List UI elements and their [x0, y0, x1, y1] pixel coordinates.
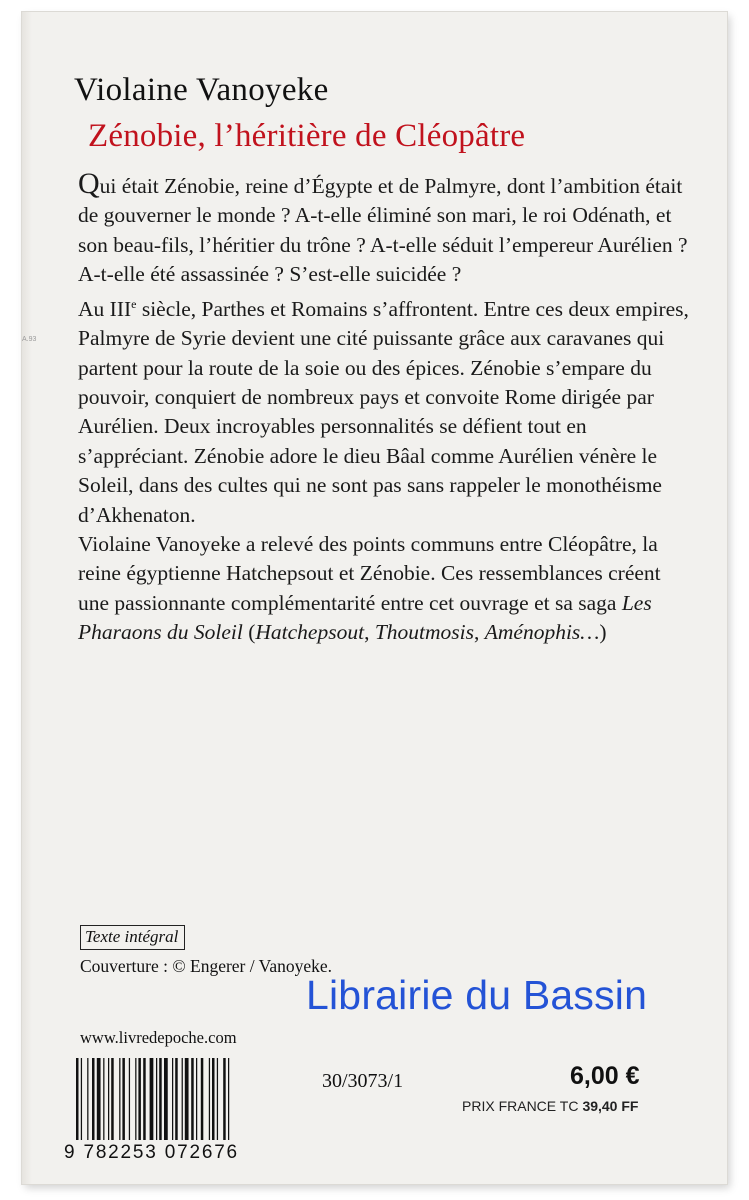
blurb	[78, 167, 693, 648]
blurb-paragraph-3	[78, 530, 693, 648]
punctuation: ,	[474, 620, 485, 645]
price-ff-value: 39,40 FF	[582, 1098, 639, 1114]
barcode-bar	[122, 1058, 125, 1140]
barcode-bar	[191, 1058, 194, 1140]
barcode-bar	[159, 1058, 162, 1140]
barcode	[64, 1058, 274, 1168]
barcode-bar	[156, 1058, 157, 1140]
barcode-bar	[182, 1058, 183, 1140]
barcode-bar	[135, 1058, 136, 1140]
saga-book: Aménophis…	[484, 620, 600, 645]
cover-credit: Couverture : © Engerer / Vanoyeke.	[80, 956, 333, 976]
barcode-bar	[223, 1058, 226, 1140]
publisher-website: www.livredepoche.com	[80, 1028, 237, 1047]
barcode-bar	[92, 1058, 95, 1140]
punctuation: ,	[364, 620, 375, 645]
bookseller-watermark: Librairie du Bassin	[306, 972, 648, 1018]
barcode-bar	[111, 1058, 114, 1140]
blurb-text: Violaine Vanoyeke a relevé des points communs entre Cléopâtre, la reine égyptienne Hatchepsout et Zénobie. Ces ressemblances créent une passionnante complémentarité entre cet ouvrage et sa saga	[78, 532, 661, 615]
barcode-bar	[172, 1058, 173, 1140]
blurb-text: siècle, Parthes et Romains s’affrontent. Entre ces deux empires, Palmyre de Syrie devient une cité puissante grâce aux caravanes qui partent pour la route de la soie ou des épices. Zénobie s’empare du pouvoir, conquiert de nombreux pays et convoite Rome dirigée par Aurélien. Deux incroyables personnalités se défient tout en s’appréciant. Zénobie adore le dieu Bâal comme Aurélien vénère le Soleil, dans des cultes qui ne sont pas sans rappeler le monothéisme d’Akhenaton.	[78, 296, 689, 527]
barcode-bar	[81, 1058, 82, 1140]
blurb-text: ui était Zénobie, reine d’Égypte et de Palmyre, dont l’ambition était de gouverner le monde ? A-t-elle éliminé son mari, le roi Odénath, et son beau-fils, l’héritier du trône ? A-t-elle séduit l’empereur Aurélien ? A-t-elle été assassinée ? S’est-elle suicidée ?	[78, 174, 688, 287]
price-france	[462, 1098, 638, 1114]
blurb-paragraph-1	[78, 167, 693, 290]
drop-cap: Q	[78, 167, 100, 200]
punctuation: )	[599, 620, 607, 645]
barcode-bar	[175, 1058, 178, 1140]
barcode-bar	[97, 1058, 101, 1140]
barcode-bar	[108, 1058, 109, 1140]
texte-integral-badge: Texte intégral	[80, 925, 185, 950]
barcode-bar	[87, 1058, 88, 1140]
barcode-bar	[143, 1058, 146, 1140]
century-numeral: III	[109, 296, 132, 321]
book-title: Zénobie, l’héritière de Cléopâtre	[88, 118, 526, 154]
saga-book: Hatchepsout	[255, 620, 365, 645]
barcode-bar	[217, 1058, 218, 1140]
barcode-bar	[76, 1058, 79, 1140]
catalog-code: 30/3073/1	[322, 1070, 404, 1092]
century-superscript: e	[131, 296, 137, 311]
barcode-bar	[196, 1058, 197, 1140]
saga-book: Thoutmosis	[374, 620, 474, 645]
barcode-bar	[164, 1058, 168, 1140]
barcode-bars	[74, 1058, 274, 1140]
blurb-paragraph-2	[78, 290, 693, 530]
barcode-bar	[185, 1058, 189, 1140]
barcode-bar	[228, 1058, 229, 1140]
barcode-bar	[119, 1058, 120, 1140]
barcode-bar	[103, 1058, 104, 1140]
cover-edge	[22, 12, 32, 1184]
barcode-bar	[212, 1058, 215, 1140]
blurb-text: Au	[78, 296, 110, 321]
price-euro: 6,00 €	[570, 1062, 640, 1090]
margin-mark: A.93	[22, 336, 37, 343]
barcode-bar	[150, 1058, 154, 1140]
barcode-bar	[138, 1058, 141, 1140]
isbn-digits: 9 782253 072676	[64, 1142, 239, 1163]
saga-title: Les Pharaons du Soleil	[78, 590, 652, 645]
author-name: Violaine Vanoyeke	[74, 72, 329, 108]
barcode-bar	[201, 1058, 204, 1140]
price-france-label: PRIX FRANCE TC	[462, 1098, 579, 1114]
barcode-bar	[209, 1058, 210, 1140]
barcode-bar	[129, 1058, 130, 1140]
punctuation: (	[242, 620, 256, 645]
